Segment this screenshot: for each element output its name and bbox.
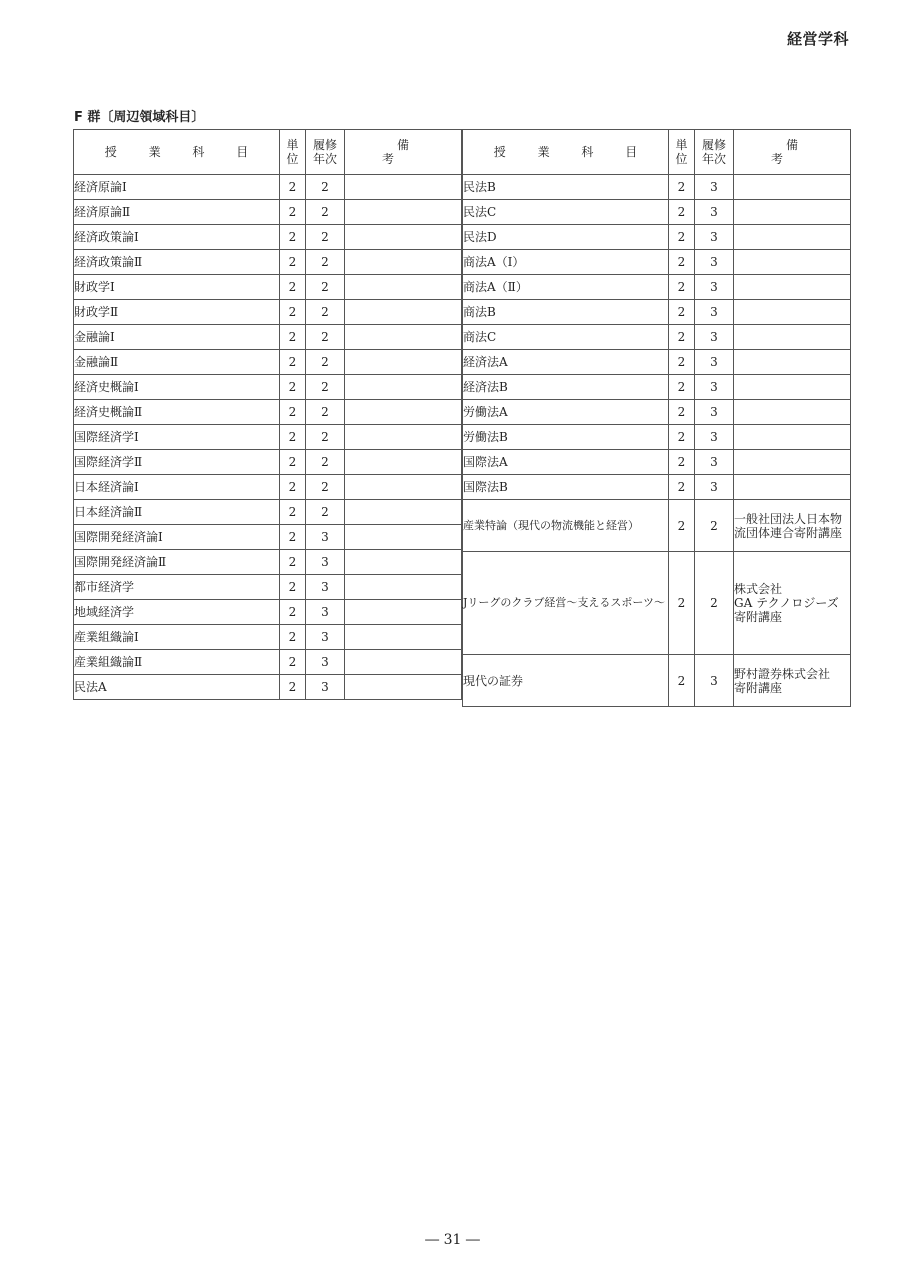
units-cell: 2 — [669, 425, 695, 450]
units-cell: 2 — [280, 225, 306, 250]
year-cell: 2 — [306, 375, 345, 400]
table-row — [74, 525, 462, 550]
header-note: 備 考 — [734, 130, 851, 175]
header-units-line2: 位 — [286, 152, 299, 166]
subject-cell: 財政学Ⅱ — [74, 300, 280, 325]
header-units — [669, 130, 695, 175]
year-cell: 2 — [306, 200, 345, 225]
header-units-line2: 位 — [675, 152, 688, 166]
note-line: GA テクノロジーズ — [734, 596, 839, 610]
note-cell — [734, 175, 851, 200]
units-cell: 2 — [280, 250, 306, 275]
header-subject: 授 業 科 目 — [74, 130, 280, 175]
table-row — [463, 275, 851, 300]
units-cell: 2 — [669, 350, 695, 375]
year-cell: 3 — [695, 275, 734, 300]
note-cell — [734, 250, 851, 275]
subject-cell: 地域経済学 — [74, 600, 280, 625]
subject-cell: 労働法B — [463, 425, 669, 450]
header-subject: 授 業 科 目 — [463, 130, 669, 175]
subject-cell: 国際経済学Ⅱ — [74, 450, 280, 475]
units-cell: 2 — [280, 600, 306, 625]
year-cell: 3 — [695, 175, 734, 200]
units-cell: 2 — [280, 525, 306, 550]
table-row — [74, 200, 462, 225]
table-row — [463, 425, 851, 450]
section-title: F 群〔周辺領域科目〕 — [74, 110, 205, 125]
table-row — [463, 250, 851, 275]
table-header-row — [463, 130, 851, 175]
note-cell — [345, 375, 462, 400]
subject-cell: 国際法B — [463, 475, 669, 500]
units-cell: 2 — [669, 400, 695, 425]
note-line: 寄附講座 — [734, 680, 783, 695]
note-line: 一般社団法人日本物 — [734, 511, 843, 526]
year-cell: 2 — [695, 500, 734, 552]
subject-cell: 経済法B — [463, 375, 669, 400]
subject-cell: 国際開発経済論Ⅰ — [74, 525, 280, 550]
units-cell: 2 — [280, 625, 306, 650]
note-cell — [345, 350, 462, 375]
table-row — [74, 250, 462, 275]
note-cell — [345, 200, 462, 225]
note-cell — [734, 325, 851, 350]
table-row — [463, 175, 851, 200]
year-cell: 3 — [306, 575, 345, 600]
note-line: 流団体連合寄附講座 — [734, 525, 843, 540]
units-cell: 2 — [280, 275, 306, 300]
table-row — [74, 625, 462, 650]
units-cell: 2 — [280, 175, 306, 200]
year-cell: 2 — [695, 552, 734, 655]
table-row — [74, 650, 462, 675]
header-year — [306, 130, 345, 175]
header-units-line1: 単 — [286, 138, 299, 152]
subject-cell: 国際法A — [463, 450, 669, 475]
subject-cell: 民法B — [463, 175, 669, 200]
units-cell: 2 — [669, 200, 695, 225]
units-cell: 2 — [669, 225, 695, 250]
table-row — [463, 200, 851, 225]
year-cell: 2 — [306, 250, 345, 275]
table-row — [74, 475, 462, 500]
year-cell: 2 — [306, 225, 345, 250]
table-row — [74, 600, 462, 625]
table-row — [463, 400, 851, 425]
table-row — [463, 300, 851, 325]
table-row — [74, 275, 462, 300]
year-cell: 2 — [306, 400, 345, 425]
header-year-line2: 年次 — [701, 152, 726, 166]
year-cell: 3 — [695, 325, 734, 350]
units-cell: 2 — [280, 400, 306, 425]
note-cell — [734, 450, 851, 475]
subject-cell: 民法A — [74, 675, 280, 700]
note-line: 寄附講座 — [734, 610, 783, 624]
note-line: 株式会社 — [734, 582, 783, 596]
note-cell — [345, 625, 462, 650]
note-cell — [345, 575, 462, 600]
units-cell: 2 — [669, 500, 695, 552]
header-year — [695, 130, 734, 175]
year-cell: 3 — [695, 250, 734, 275]
note-cell — [345, 275, 462, 300]
units-cell: 2 — [280, 325, 306, 350]
subject-cell: 産業組織論Ⅱ — [74, 650, 280, 675]
year-cell: 3 — [695, 200, 734, 225]
units-cell: 2 — [280, 450, 306, 475]
subject-cell: 経済原論Ⅰ — [74, 175, 280, 200]
note-cell — [345, 500, 462, 525]
table-row — [74, 300, 462, 325]
table-row — [74, 550, 462, 575]
subject-cell: 国際開発経済論Ⅱ — [74, 550, 280, 575]
year-cell: 3 — [695, 450, 734, 475]
subject-cell: 民法C — [463, 200, 669, 225]
table-header-row — [74, 130, 462, 175]
subject-cell: 経済原論Ⅱ — [74, 200, 280, 225]
subject-cell: 経済史概論Ⅱ — [74, 400, 280, 425]
note-cell — [734, 475, 851, 500]
note-cell — [345, 175, 462, 200]
right-table-body — [463, 175, 851, 707]
note-cell — [734, 375, 851, 400]
note-cell — [345, 425, 462, 450]
units-cell: 2 — [280, 475, 306, 500]
table-row — [74, 400, 462, 425]
year-cell: 3 — [695, 655, 734, 707]
subject-cell: 現代の証券 — [463, 655, 669, 707]
year-cell: 3 — [695, 475, 734, 500]
year-cell: 2 — [306, 475, 345, 500]
year-cell: 2 — [306, 325, 345, 350]
subject-cell: 経済政策論Ⅰ — [74, 225, 280, 250]
year-cell: 3 — [306, 625, 345, 650]
units-cell: 2 — [280, 650, 306, 675]
units-cell: 2 — [669, 300, 695, 325]
page-number: ― 31 ― — [425, 1232, 480, 1248]
table-row — [463, 552, 851, 655]
table-row — [74, 175, 462, 200]
subject-cell: 国際経済学Ⅰ — [74, 425, 280, 450]
header-year-line1: 履修 — [312, 138, 337, 152]
department-title: 経営学科 — [786, 30, 849, 48]
subject-cell: 日本経済論Ⅱ — [74, 500, 280, 525]
year-cell: 3 — [306, 550, 345, 575]
header-year-line2: 年次 — [312, 152, 337, 166]
units-cell: 2 — [280, 550, 306, 575]
year-cell: 2 — [306, 450, 345, 475]
header-units — [280, 130, 306, 175]
year-cell: 2 — [306, 500, 345, 525]
subject-cell: 経済政策論Ⅱ — [74, 250, 280, 275]
note-cell — [345, 475, 462, 500]
note-cell — [345, 400, 462, 425]
table-row — [463, 325, 851, 350]
year-cell: 3 — [306, 525, 345, 550]
note-cell — [734, 655, 851, 707]
table-row — [74, 325, 462, 350]
units-cell: 2 — [280, 500, 306, 525]
subject-cell: 日本経済論Ⅰ — [74, 475, 280, 500]
note-cell — [734, 552, 851, 655]
subject-cell: 商法C — [463, 325, 669, 350]
note-cell — [345, 550, 462, 575]
year-cell: 3 — [306, 600, 345, 625]
note-cell — [345, 450, 462, 475]
year-cell: 2 — [306, 175, 345, 200]
subject-cell: 金融論Ⅰ — [74, 325, 280, 350]
subject-cell: 民法D — [463, 225, 669, 250]
table-row — [74, 375, 462, 400]
subject-cell: 商法A（Ⅰ） — [463, 250, 669, 275]
table-row — [463, 475, 851, 500]
note-cell — [734, 300, 851, 325]
note-cell — [345, 675, 462, 700]
subject-cell: 産業特論（現代の物流機能と経営） — [463, 500, 669, 552]
header-year-line1: 履修 — [701, 138, 726, 152]
year-cell: 3 — [695, 425, 734, 450]
note-cell — [345, 650, 462, 675]
year-cell: 2 — [306, 275, 345, 300]
units-cell: 2 — [280, 425, 306, 450]
units-cell: 2 — [280, 350, 306, 375]
note-line: 野村證券株式会社 — [734, 666, 831, 681]
subject-cell: 商法A（Ⅱ） — [463, 275, 669, 300]
year-cell: 2 — [306, 350, 345, 375]
table-row — [463, 350, 851, 375]
subject-cell: 労働法A — [463, 400, 669, 425]
year-cell: 3 — [306, 675, 345, 700]
note-cell — [345, 525, 462, 550]
subject-cell: 金融論Ⅱ — [74, 350, 280, 375]
table-row — [74, 225, 462, 250]
table-row — [463, 450, 851, 475]
subject-cell: 財政学Ⅰ — [74, 275, 280, 300]
units-cell: 2 — [669, 475, 695, 500]
left-course-table — [73, 129, 462, 700]
table-row — [74, 425, 462, 450]
year-cell: 3 — [695, 350, 734, 375]
note-cell — [345, 250, 462, 275]
year-cell: 3 — [695, 400, 734, 425]
subject-cell: 経済法A — [463, 350, 669, 375]
units-cell: 2 — [280, 675, 306, 700]
table-row — [74, 575, 462, 600]
left-table-body — [74, 175, 462, 700]
year-cell: 3 — [695, 300, 734, 325]
table-row — [74, 450, 462, 475]
year-cell: 3 — [695, 225, 734, 250]
note-cell — [734, 500, 851, 552]
year-cell: 2 — [306, 300, 345, 325]
subject-cell: 産業組織論Ⅰ — [74, 625, 280, 650]
right-course-table — [462, 129, 851, 707]
subject-cell: 経済史概論Ⅰ — [74, 375, 280, 400]
note-cell — [734, 200, 851, 225]
note-cell — [734, 400, 851, 425]
table-row — [463, 655, 851, 707]
units-cell: 2 — [669, 275, 695, 300]
table-row — [463, 500, 851, 552]
note-cell — [734, 225, 851, 250]
units-cell: 2 — [669, 250, 695, 275]
year-cell: 2 — [306, 425, 345, 450]
note-cell — [734, 350, 851, 375]
note-cell — [345, 325, 462, 350]
units-cell: 2 — [669, 325, 695, 350]
table-row — [74, 350, 462, 375]
subject-cell: 都市経済学 — [74, 575, 280, 600]
note-cell — [734, 425, 851, 450]
table-row — [463, 375, 851, 400]
table-row — [74, 500, 462, 525]
header-note: 備 考 — [345, 130, 462, 175]
header-units-line1: 単 — [675, 138, 688, 152]
units-cell: 2 — [669, 175, 695, 200]
note-cell — [345, 225, 462, 250]
units-cell: 2 — [669, 375, 695, 400]
units-cell: 2 — [669, 450, 695, 475]
subject-cell: Jリーグのクラブ経営〜支えるスポーツ〜 — [463, 552, 669, 655]
units-cell: 2 — [280, 200, 306, 225]
units-cell: 2 — [280, 300, 306, 325]
note-cell — [345, 600, 462, 625]
units-cell: 2 — [280, 575, 306, 600]
table-row — [74, 675, 462, 700]
year-cell: 3 — [695, 375, 734, 400]
units-cell: 2 — [669, 655, 695, 707]
units-cell: 2 — [669, 552, 695, 655]
note-cell — [734, 275, 851, 300]
subject-cell: 商法B — [463, 300, 669, 325]
note-cell — [345, 300, 462, 325]
units-cell: 2 — [280, 375, 306, 400]
table-row — [463, 225, 851, 250]
year-cell: 3 — [306, 650, 345, 675]
